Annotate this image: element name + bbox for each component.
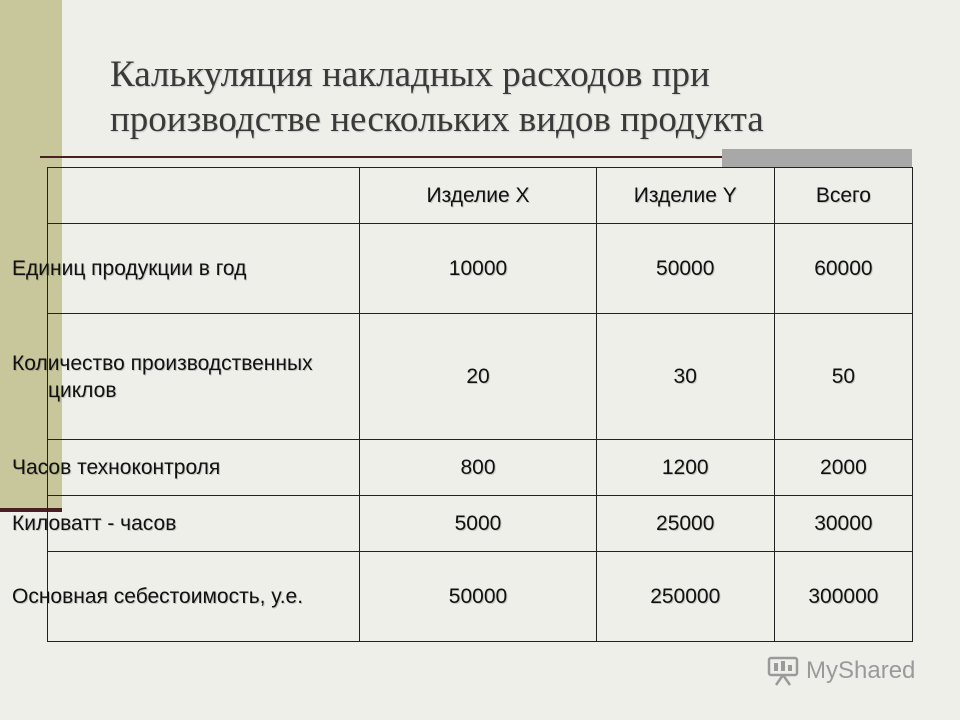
- cell-x: 20: [360, 314, 596, 440]
- watermark-text: MyShared: [806, 657, 916, 684]
- cell-y: 30: [596, 314, 774, 440]
- cell-total: 2000: [774, 440, 912, 496]
- title-rule-accent: [722, 149, 912, 167]
- row-label: Основная себестоимость, у.е.: [48, 552, 360, 642]
- cell-y: 25000: [596, 496, 774, 552]
- cell-x: 50000: [360, 552, 596, 642]
- cell-total: 300000: [774, 552, 912, 642]
- header-empty: [48, 168, 360, 224]
- cell-y: 50000: [596, 224, 774, 314]
- cell-total: 60000: [774, 224, 912, 314]
- table-row: [48, 552, 913, 642]
- row-label: Единиц продукции в год: [48, 224, 360, 314]
- cell-total: 30000: [774, 496, 912, 552]
- cell-y: 1200: [596, 440, 774, 496]
- overhead-table: [12, 167, 913, 642]
- slide-title-line-2: производстве нескольких видов продукта: [110, 99, 764, 140]
- header-product-x: Изделие X: [360, 168, 596, 224]
- table-row: [48, 224, 913, 314]
- cell-y: 250000: [596, 552, 774, 642]
- myshared-watermark[interactable]: [766, 654, 915, 688]
- cell-x: 10000: [360, 224, 596, 314]
- row-label: Часов техноконтроля: [48, 440, 360, 496]
- table-header-row: [48, 168, 913, 224]
- table-row: [48, 496, 913, 552]
- title-rule: [40, 156, 722, 158]
- projector-icon: [766, 654, 800, 688]
- slide-title-line-1: Калькуляция накладных расходов при: [110, 54, 710, 95]
- cell-x: 5000: [360, 496, 596, 552]
- header-product-y: Изделие Y: [596, 168, 774, 224]
- table-row: [48, 314, 913, 440]
- row-label: Количество производственных циклов: [48, 314, 360, 440]
- cell-total: 50: [774, 314, 912, 440]
- row-label: Киловатт - часов: [48, 496, 360, 552]
- table-row: [48, 440, 913, 496]
- slide-title: [110, 52, 870, 142]
- cell-x: 800: [360, 440, 596, 496]
- header-total: Всего: [774, 168, 912, 224]
